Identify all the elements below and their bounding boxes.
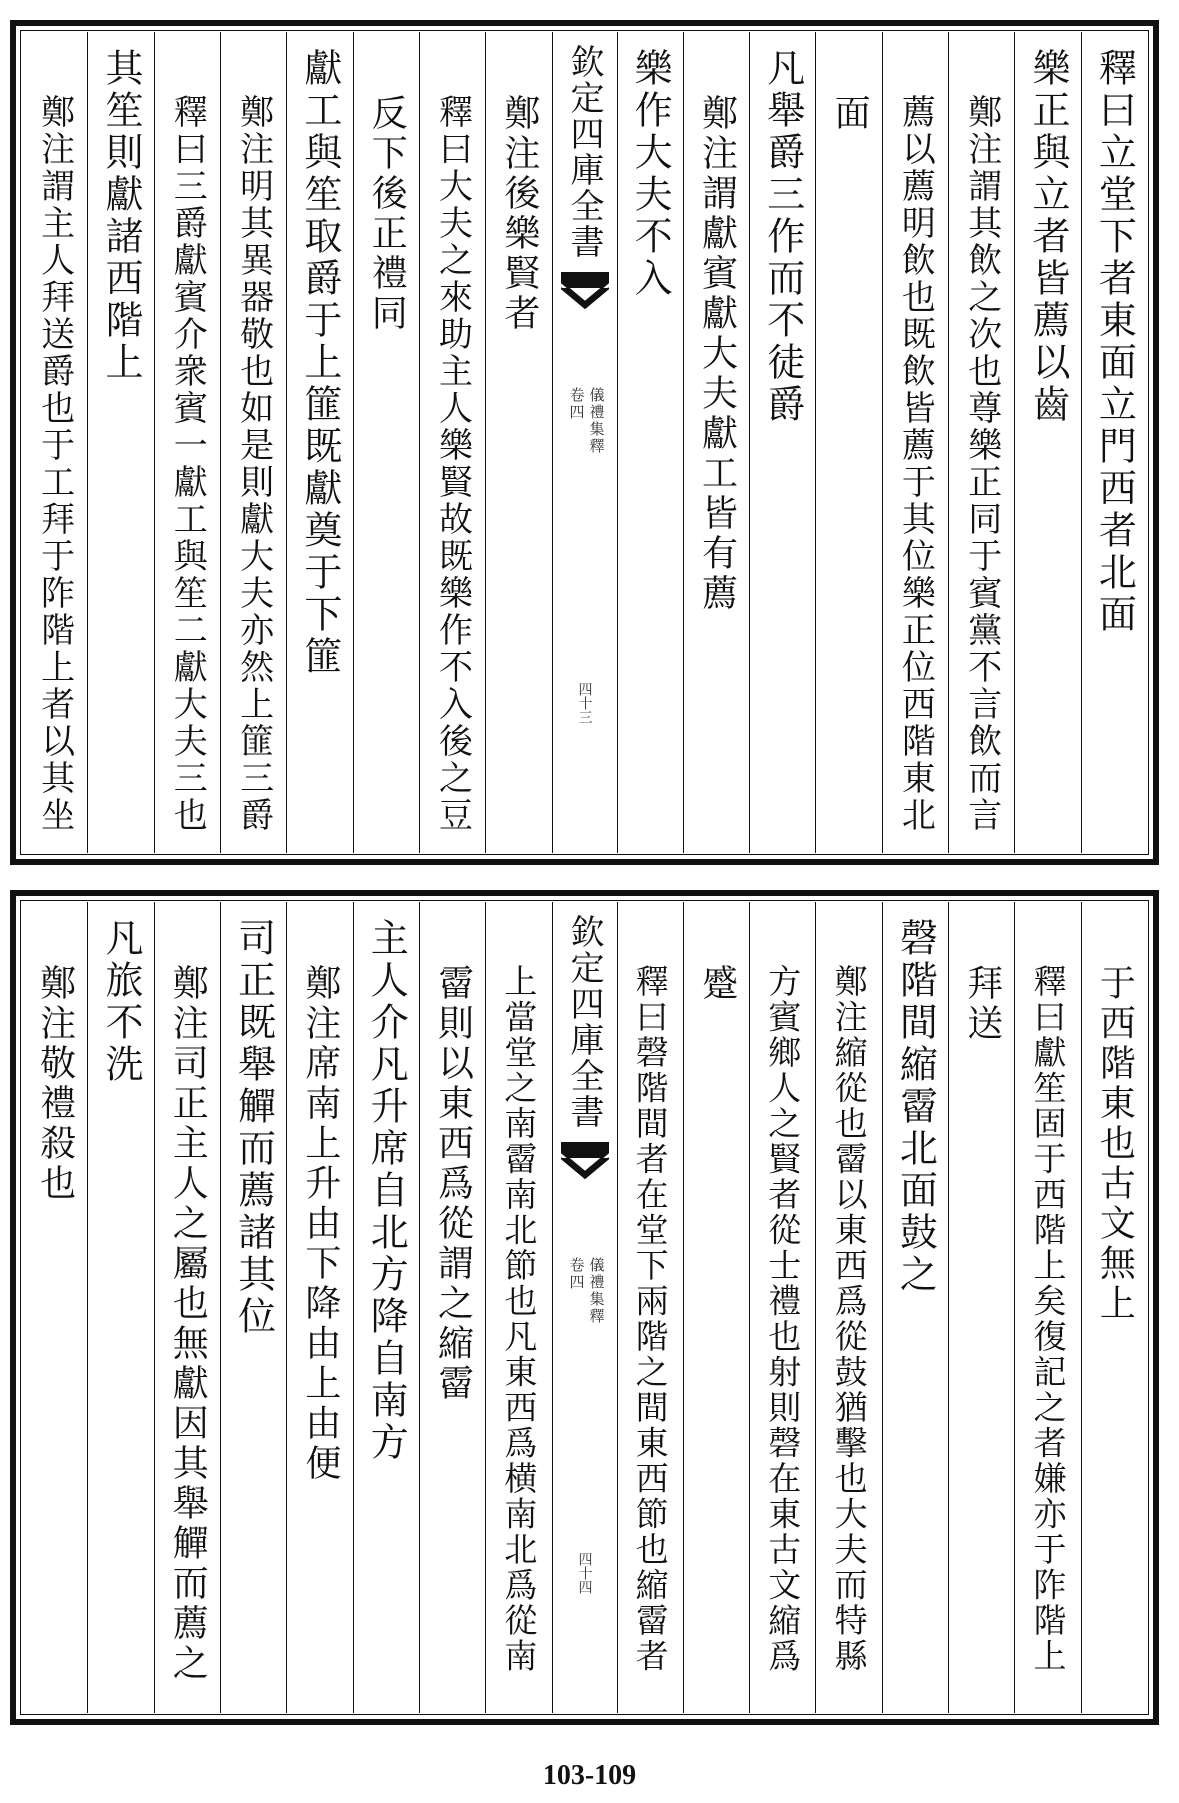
bottom-column-text: 鄭注席南上升由下降由上由便 — [299, 964, 341, 1484]
bottom-column-text: 蹙 — [696, 964, 738, 1004]
bottom-book-title: 欽定四庫全書 — [564, 914, 604, 1130]
top-center-column — [552, 32, 617, 853]
bottom-volume-title: 儀禮集釋 — [587, 1257, 606, 1325]
top-column-text: 面 — [829, 94, 871, 134]
bottom-column — [617, 902, 683, 1713]
bottom-column-text: 司正既舉觶而薦諸其位 — [231, 918, 276, 1338]
top-column — [220, 32, 286, 853]
bottom-column — [749, 902, 815, 1713]
bottom-column — [1014, 902, 1080, 1713]
top-column-text: 釋曰立堂下者東面立門西者北面 — [1092, 48, 1137, 636]
top-column — [617, 32, 683, 853]
top-column — [815, 32, 881, 853]
bottom-column — [815, 902, 881, 1713]
top-column — [419, 32, 485, 853]
bottom-folio-number: 四十四 — [576, 1552, 593, 1594]
bottom-column — [22, 902, 87, 1713]
bottom-column-text: 磬階間縮霤北面鼓之 — [893, 918, 938, 1296]
top-column — [1081, 32, 1147, 853]
top-column-text: 其笙則獻諸西階上 — [98, 48, 143, 384]
bottom-column-text: 凡旅不洗 — [98, 918, 143, 1086]
bottom-column-text: 釋曰獻笙固于西階上矣復記之者嫌亦于阼階上 — [1028, 964, 1068, 1674]
top-column-text: 凡舉爵三作而不徒爵 — [760, 48, 805, 426]
bottom-column-text: 鄭注縮從也霤以東西爲從鼓猶擊也大夫而特縣 — [829, 964, 869, 1674]
top-column-text: 樂作大夫不入 — [628, 48, 673, 300]
bottom-page — [10, 890, 1159, 1725]
bottom-fishtail-icon — [561, 1142, 609, 1180]
top-column-text: 獻工與笙取爵于上篚既獻奠于下篚 — [297, 48, 342, 678]
top-column — [353, 32, 419, 853]
bottom-column — [154, 902, 220, 1713]
top-column — [882, 32, 948, 853]
top-column — [286, 32, 352, 853]
top-column — [749, 32, 815, 853]
top-column — [154, 32, 220, 853]
top-column-text: 樂正與立者皆薦以齒 — [1026, 48, 1071, 426]
bottom-column — [353, 902, 419, 1713]
top-chapter-label: 卷四 — [567, 387, 586, 421]
top-page — [10, 20, 1159, 865]
top-column-text: 鄭注謂主人拜送爵也于工拜于阼階上者以其坐 — [34, 94, 75, 834]
top-column — [683, 32, 749, 853]
bottom-column — [87, 902, 153, 1713]
bottom-column — [286, 902, 352, 1713]
top-column — [485, 32, 551, 853]
bottom-column-text: 釋曰磬階間者在堂下兩階之間東西節也縮霤者 — [630, 964, 670, 1674]
bottom-column — [419, 902, 485, 1713]
page-number: 103-109 — [542, 1760, 637, 1791]
bottom-column — [683, 902, 749, 1713]
top-column-text: 鄭注後樂賢者 — [498, 94, 540, 334]
bottom-column — [220, 902, 286, 1713]
bottom-chapter-label: 卷四 — [567, 1257, 586, 1291]
top-column — [948, 32, 1014, 853]
top-column — [87, 32, 153, 853]
bottom-center-column — [552, 902, 617, 1713]
bottom-column — [882, 902, 948, 1713]
bottom-column-text: 于西階東也古文無上 — [1094, 964, 1136, 1324]
bottom-page-columns — [22, 902, 1147, 1713]
bottom-column-text: 上當堂之南霤南北節也凡東西爲横南北爲從南 — [499, 964, 539, 1674]
bottom-column-text: 拜送 — [961, 964, 1003, 1044]
bottom-column-text: 方賓鄉人之賢者從士禮也射則磬在東古文縮爲 — [763, 964, 803, 1674]
bottom-column-text: 主人介凡升席自北方降自南方 — [364, 918, 409, 1464]
top-book-title: 欽定四庫全書 — [564, 44, 604, 260]
top-column-text: 釋曰大夫之來助主人樂賢故既樂作不入後之豆 — [432, 94, 473, 834]
top-column-text: 薦以薦明飲也既飲皆薦于其位樂正位西階東北 — [895, 94, 936, 834]
top-column-text: 反下後正禮同 — [366, 94, 408, 334]
bottom-column — [1081, 902, 1147, 1713]
bottom-column-text: 霤則以東西爲從謂之縮霤 — [432, 964, 474, 1404]
top-fishtail-icon — [561, 272, 609, 310]
top-volume-title: 儀禮集釋 — [587, 387, 606, 455]
top-column — [1014, 32, 1080, 853]
bottom-column-text: 鄭注敬禮殺也 — [34, 964, 76, 1204]
top-column-text: 鄭注謂獻賓獻大夫獻工皆有薦 — [696, 94, 738, 614]
top-column-text: 鄭注明其異器敬也如是則獻大夫亦然上篚三爵 — [233, 94, 274, 834]
top-column-text: 鄭注謂其飲之次也尊樂正同于賓黨不言飲而言 — [961, 94, 1002, 834]
top-page-columns — [22, 32, 1147, 853]
bottom-column — [485, 902, 551, 1713]
bottom-column — [948, 902, 1014, 1713]
top-column-text: 釋曰三爵獻賓介衆賓一獻工與笙二獻大夫三也 — [167, 94, 208, 834]
bottom-column-text: 鄭注司正主人之屬也無獻因其舉觶而薦之 — [167, 964, 209, 1684]
top-column — [22, 32, 87, 853]
top-folio-number: 四十三 — [576, 682, 593, 724]
